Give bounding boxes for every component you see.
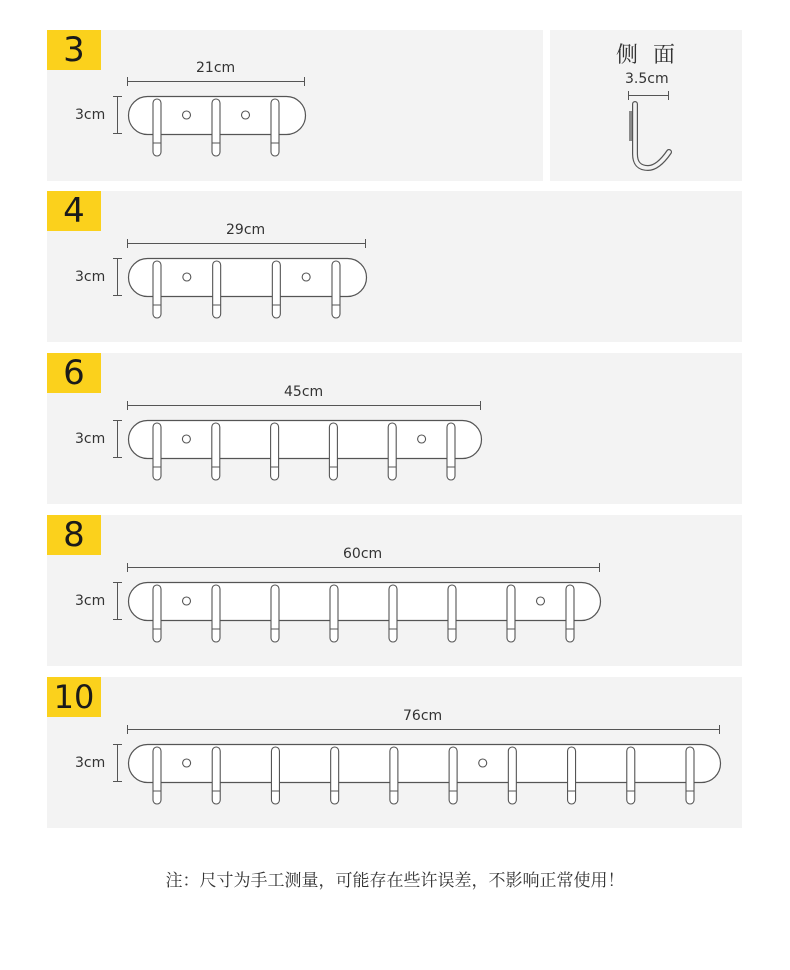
screw-hole: [183, 273, 191, 281]
disclaimer-note: 注：尺寸为手工测量，可能存在些许误差，不影响正常使用！: [165, 871, 625, 891]
screw-hole: [183, 111, 191, 119]
hook-rack-10: [128, 744, 721, 808]
hook: [329, 423, 337, 480]
height-dimension-10: [117, 744, 118, 782]
hook: [271, 747, 279, 804]
width-label-8: 60cm: [343, 546, 383, 562]
hook: [153, 747, 161, 804]
badge-8: 8: [47, 515, 101, 555]
width-label-10: 76cm: [403, 708, 443, 724]
height-dimension-6: [117, 420, 118, 458]
screw-hole: [183, 759, 191, 767]
hook: [153, 261, 161, 318]
width-label-4: 29cm: [226, 222, 266, 238]
hook-rack-6: [128, 420, 482, 484]
side-view-title: 侧 面: [616, 43, 679, 68]
width-label-6: 45cm: [284, 384, 324, 400]
hook: [388, 423, 396, 480]
hook: [627, 747, 635, 804]
screw-hole: [302, 273, 310, 281]
height-label-4: 3cm: [75, 269, 106, 285]
badge-4: 4: [47, 191, 101, 231]
screw-hole: [242, 111, 250, 119]
hook: [272, 261, 280, 318]
side-view-hook: [622, 98, 682, 176]
screw-hole: [183, 597, 191, 605]
screw-hole: [418, 435, 426, 443]
hook: [331, 747, 339, 804]
width-label-3: 21cm: [196, 60, 236, 76]
height-dimension-8: [117, 582, 118, 620]
hook: [507, 585, 515, 642]
rack-bar: [129, 583, 601, 621]
badge-10: 10: [47, 677, 101, 717]
hook: [448, 585, 456, 642]
hook: [153, 423, 161, 480]
hook: [153, 585, 161, 642]
hook: [271, 585, 279, 642]
hook: [566, 585, 574, 642]
side-depth-label: 3.5cm: [625, 71, 669, 87]
hook: [686, 747, 694, 804]
rack-bar: [129, 259, 367, 297]
badge-6: 6: [47, 353, 101, 393]
width-dimension-6: [127, 405, 481, 406]
screw-hole: [537, 597, 545, 605]
hook-rack-8: [128, 582, 601, 646]
hook: [212, 423, 220, 480]
hook: [390, 747, 398, 804]
height-label-10: 3cm: [75, 755, 106, 771]
hook: [568, 747, 576, 804]
side-depth-dimension: [628, 95, 669, 96]
height-label-6: 3cm: [75, 431, 106, 447]
height-label-3: 3cm: [75, 107, 106, 123]
hook-rack-4: [128, 258, 367, 322]
hook: [271, 423, 279, 480]
hook: [508, 747, 516, 804]
hook: [212, 585, 220, 642]
screw-hole: [182, 435, 190, 443]
hook: [153, 99, 161, 156]
badge-3: 3: [47, 30, 101, 70]
screw-hole: [479, 759, 487, 767]
height-label-8: 3cm: [75, 593, 106, 609]
hook: [330, 585, 338, 642]
width-dimension-3: [127, 81, 305, 82]
hook: [213, 261, 221, 318]
hook: [332, 261, 340, 318]
width-dimension-8: [127, 567, 600, 568]
height-dimension-4: [117, 258, 118, 296]
hook: [212, 99, 220, 156]
hook: [212, 747, 220, 804]
width-dimension-10: [127, 729, 720, 730]
hook: [389, 585, 397, 642]
width-dimension-4: [127, 243, 366, 244]
height-dimension-3: [117, 96, 118, 134]
hook: [447, 423, 455, 480]
hook-rack-3: [128, 96, 306, 160]
rack-bar: [129, 421, 482, 459]
hook: [271, 99, 279, 156]
hook: [449, 747, 457, 804]
